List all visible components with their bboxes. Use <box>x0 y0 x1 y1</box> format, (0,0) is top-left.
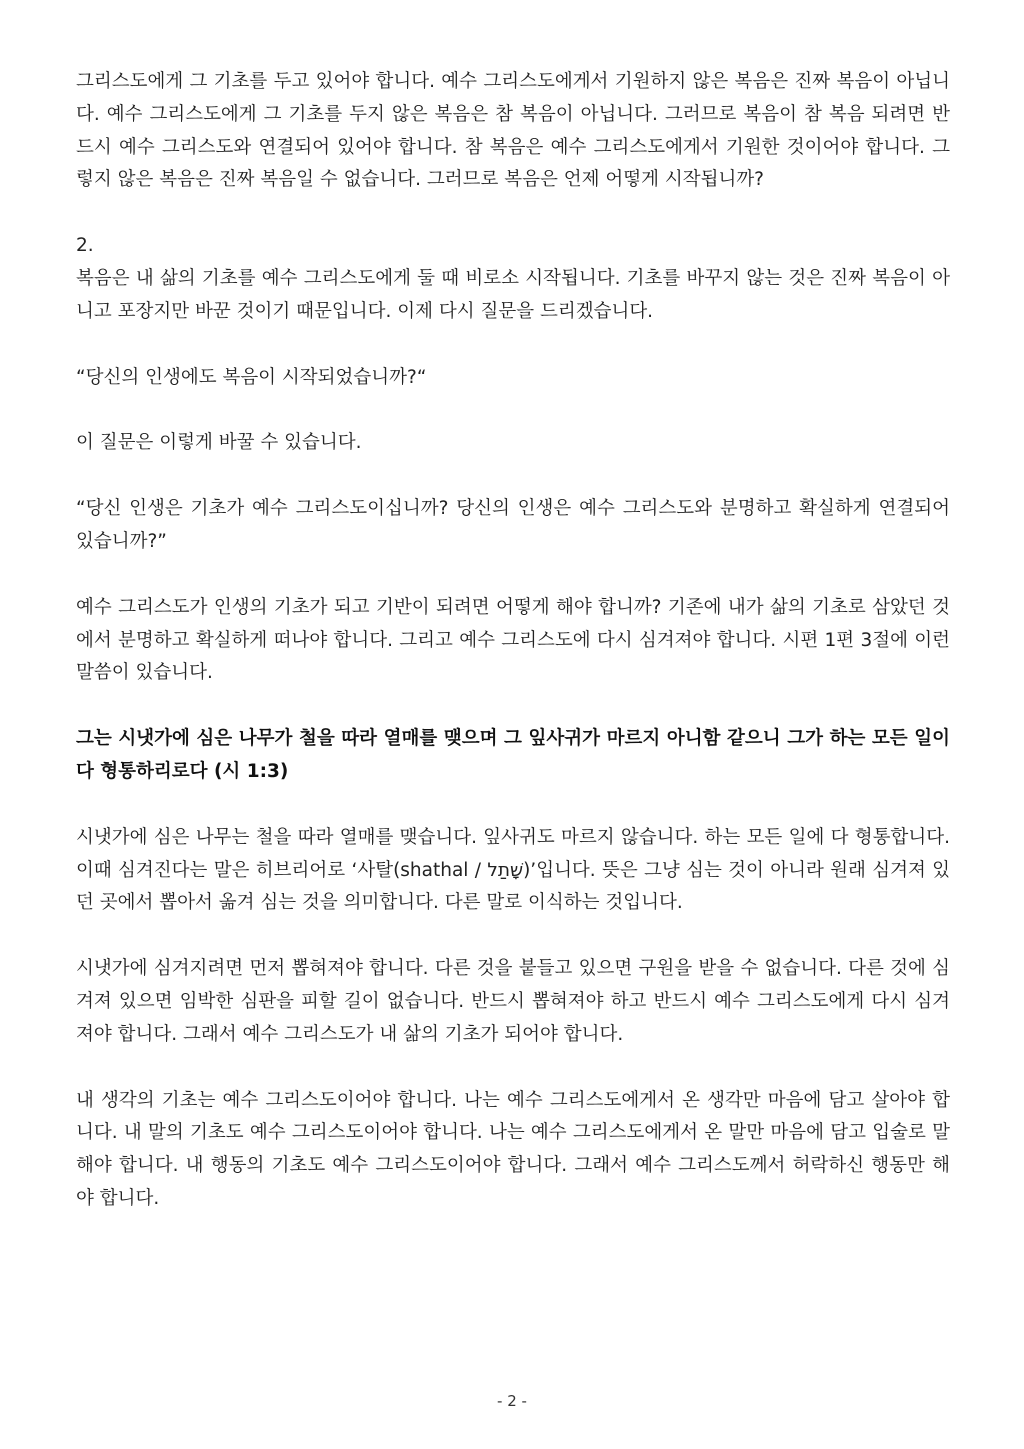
quote-foundation: “당신 인생은 기초가 예수 그리스도이십니까? 당신의 인생은 예수 그리스도와 분명하고 확실하게 연결되어 있습니까?” <box>76 498 950 552</box>
paragraph-planted: 시냇가에 심은 나무는 철을 따라 열매를 맺습니다. 잎사귀도 마르지 않습니다. 하는 모든 일에 다 형통합니다. 이때 심겨진다는 말은 히브리어로 ‘사탈(shathal / שָׁתַל)’입니다. 뜻은 그냥 심는 것이 아니라 원래 심겨져 있던 곳에서 뽑아서 옮겨 심는 것을 의미합니다. 다른 말로 이식하는 것입니다. <box>76 826 950 914</box>
quote-question: “당신의 인생에도 복음이 시작되었습니까?“ <box>76 366 427 388</box>
paragraph-uprooted: 시냇가에 심겨지려면 먼저 뽑혀져야 합니다. 다른 것을 붙들고 있으면 구원을 받을 수 없습니다. 다른 것에 심겨져 있으면 임박한 심판을 피할 길이 없습니다. 반드시 뽑혀져야 하고 반드시 예수 그리스도에게 다시 심겨져야 합니다. 그래서 예수 그리스도가 내 삶의 기초가 되어야 합니다. <box>76 958 950 1045</box>
paragraph-how: 예수 그리스도가 인생의 기초가 되고 기반이 되려면 어떻게 해야 합니까? 기존에 내가 삶의 기초로 삼았던 것에서 분명하고 확실하게 떠나야 합니다. 그리고 예수 그리스도에 다시 심겨져야 합니다. 시편 1편 3절에 이런 말씀이 있습니다. <box>76 596 950 684</box>
paragraph-rephrase: 이 질문은 이렇게 바꿀 수 있습니다. <box>76 432 362 454</box>
paragraph-foundation-thoughts: 내 생각의 기초는 예수 그리스도이어야 합니다. 나는 예수 그리스도에게서 온 생각만 마음에 담고 살아야 합니다. 내 말의 기초도 예수 그리스도이어야 합니다. 나는 예수 그리스도에게서 온 말만 마음에 담고 입술로 말해야 합니다. 내 행동의 기초도 예수 그리스도이어야 합니다. 그래서 예수 그리스도께서 허락하신 행동만 해야 합니다. <box>76 1089 950 1209</box>
page-number: - 2 - <box>497 1392 527 1410</box>
section-number: 2. <box>76 235 94 257</box>
scripture-psalm-1-3: 그는 시냇가에 심은 나무가 철을 따라 열매를 맺으며 그 잎사귀가 마르지 아니함 같으니 그가 하는 모든 일이 다 형통하리로다 (시 1:3) <box>76 728 950 782</box>
paragraph-intro: 그리스도에게 그 기초를 두고 있어야 합니다. 예수 그리스도에게서 기원하지 않은 복음은 진짜 복음이 아닙니다. 예수 그리스도에게 그 기초를 두지 않은 복음은 참 복음이 아닙니다. 그러므로 복음이 참 복음 되려면 반드시 예수 그리스도와 연결되어 있어야 합니다. 참 복음은 예수 그리스도에게서 기원한 것이어야 합니다. 그렇지 않은 복음은 진짜 복음일 수 없습니다. 그러므로 복음은 언제 어떻게 시작됩니까? <box>76 71 950 191</box>
paragraph-gospel-start: 복음은 내 삶의 기초를 예수 그리스도에게 둘 때 비로소 시작됩니다. 기초를 바꾸지 않는 것은 진짜 복음이 아니고 포장지만 바꾼 것이기 때문입니다. 이제 다시 질문을 드리겠습니다. <box>76 267 950 322</box>
document-body <box>76 66 950 1249</box>
